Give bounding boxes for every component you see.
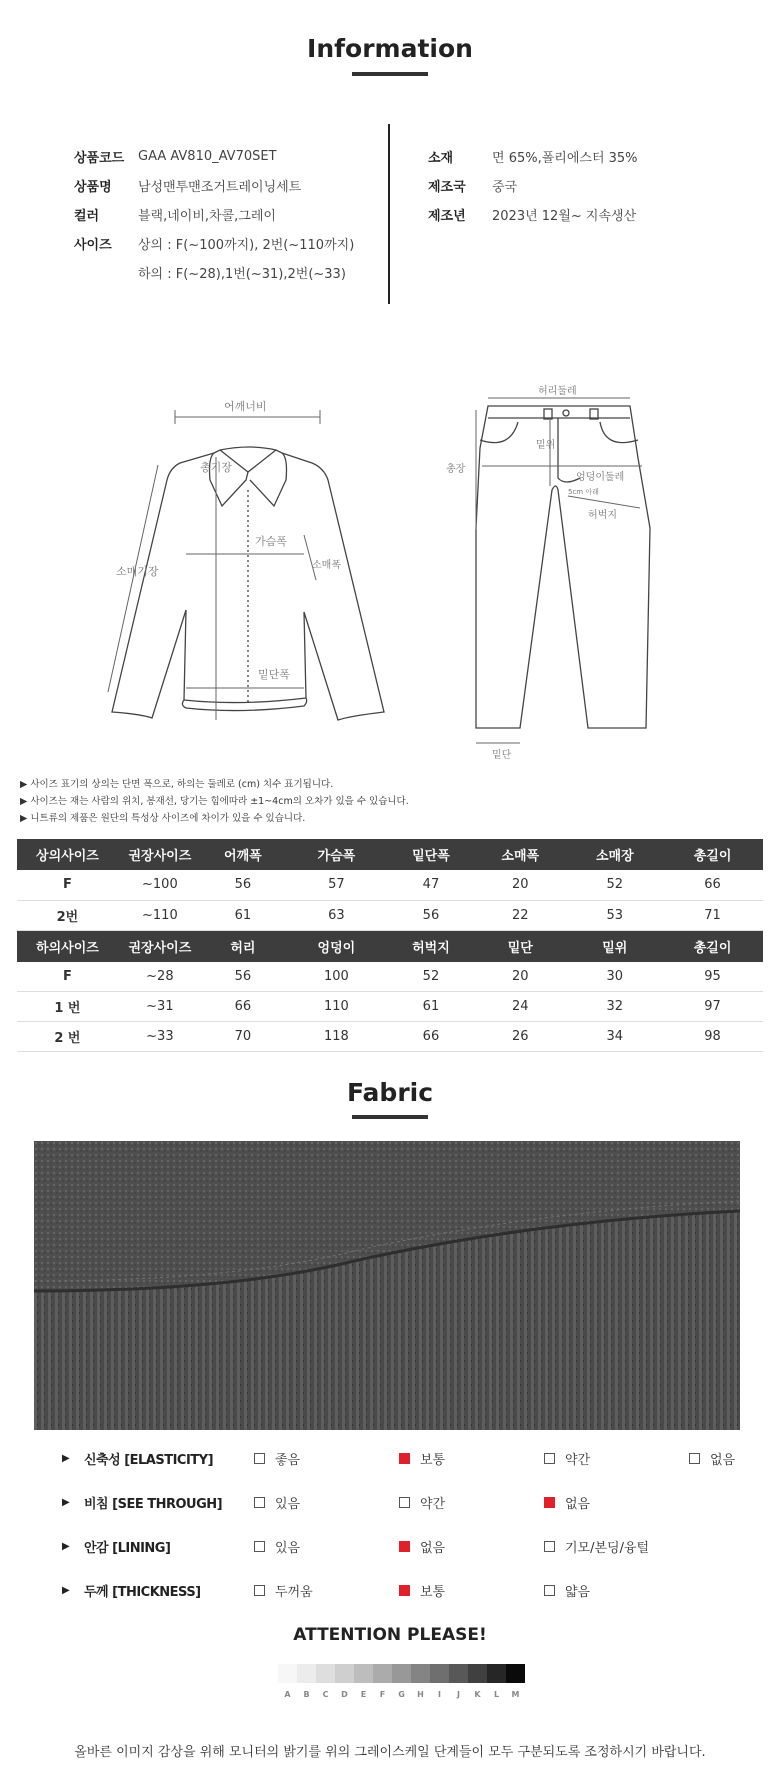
table-cell: 66 — [202, 992, 284, 1022]
note-1: ▶ 사이즈 표기의 상의는 단면 폭으로, 하의는 둘레로 (cm) 치수 표기됩니다. — [20, 779, 334, 790]
table-header-row — [17, 839, 763, 870]
table-cell: 56 — [202, 962, 284, 992]
table-cell: 34 — [568, 1022, 663, 1052]
fabric-option — [399, 1537, 544, 1556]
table-header-cell: 권장사이즈 — [118, 839, 202, 870]
info-value: 상의 : F(~100까지), 2번(~110까지) — [138, 238, 355, 253]
table-row — [17, 992, 763, 1022]
info-row — [428, 200, 638, 229]
fabric-option — [254, 1493, 399, 1512]
fabric-property-row — [62, 1568, 780, 1612]
size-notes — [20, 776, 409, 827]
grayscale-letter: E — [360, 1690, 367, 1699]
info-left — [74, 142, 354, 287]
table-cell: 61 — [389, 992, 473, 1022]
table-cell: 22 — [473, 900, 568, 930]
arrow-right-icon: ▶ — [62, 1496, 70, 1508]
table-cell: 63 — [284, 900, 389, 930]
info-value: GAA AV810_AV70SET — [138, 149, 277, 164]
table-cell: 2번 — [17, 900, 118, 930]
grayscale-swatch — [468, 1664, 487, 1683]
info-label: 상품코드 — [74, 151, 125, 166]
fabric-property-row — [62, 1524, 780, 1568]
info-label: 상품명 — [74, 180, 112, 195]
grayscale-letter: F — [379, 1690, 386, 1699]
table-cell: 47 — [389, 870, 473, 900]
fabric-option-label: 없음 — [710, 1452, 736, 1468]
size-tables — [17, 839, 763, 1052]
unchecked-box-icon — [254, 1497, 265, 1508]
fabric-option-label: 약간 — [565, 1452, 591, 1468]
info-row — [74, 142, 354, 171]
table-cell: 53 — [568, 900, 663, 930]
table-cell: 71 — [662, 900, 763, 930]
table-row — [17, 1022, 763, 1052]
fabric-property-row — [62, 1436, 780, 1480]
table-cell: 66 — [662, 870, 763, 900]
attention-message: 올바른 이미지 감상을 위해 모니터의 밝기를 위의 그레이스케일 단계들이 모두 구분되도록 조정하시기 바랍니다. — [74, 1745, 706, 1760]
table-cell: 52 — [389, 962, 473, 992]
unchecked-box-icon — [689, 1453, 700, 1464]
label-hip: 엉덩이둘레 — [576, 472, 625, 483]
table-cell: ~110 — [118, 900, 202, 930]
arrow-right-icon: ▶ — [62, 1584, 70, 1596]
grayscale-letter: K — [474, 1690, 481, 1699]
fabric-option — [254, 1581, 399, 1600]
top-diagram — [100, 380, 400, 725]
table-cell: 1 번 — [17, 992, 118, 1022]
grayscale-swatch — [449, 1664, 468, 1683]
grayscale-swatch — [354, 1664, 373, 1683]
table-cell: 32 — [568, 992, 663, 1022]
fabric-option-label: 보통 — [420, 1584, 446, 1600]
unchecked-box-icon — [544, 1541, 555, 1552]
table-cell: ~28 — [118, 962, 202, 992]
fabric-property-name: 두께 [THICKNESS] — [84, 1584, 201, 1600]
table-header-cell: 소매폭 — [473, 839, 568, 870]
info-label: 사이즈 — [74, 238, 112, 253]
attention-title: ATTENTION PLEASE! — [293, 1625, 487, 1645]
info-right — [428, 142, 638, 229]
grayscale-letters — [278, 1690, 525, 1699]
info-label: 컬러 — [74, 209, 100, 224]
info-row — [74, 229, 354, 258]
info-value: 남성맨투맨조거트레이닝세트 — [138, 180, 302, 195]
label-rise: 밑위 — [536, 440, 556, 451]
fabric-option-label: 없음 — [565, 1496, 591, 1512]
table-header-cell: 소매장 — [568, 839, 663, 870]
info-divider — [388, 124, 390, 304]
label-thigh: 허벅지 — [588, 510, 617, 521]
table-cell: 56 — [202, 870, 284, 900]
label-length: 총기장 — [200, 461, 232, 474]
fabric-property-row — [62, 1480, 780, 1524]
arrow-right-icon: ▶ — [62, 1540, 70, 1552]
label-sleeve-width: 소매폭 — [312, 560, 341, 571]
info-label: 소재 — [428, 151, 454, 166]
fabric-texture — [34, 1141, 740, 1430]
table-cell: 100 — [284, 962, 389, 992]
checked-box-icon — [399, 1541, 410, 1552]
info-row — [428, 171, 638, 200]
info-value: 2023년 12월~ 지속생산 — [492, 209, 637, 224]
fabric-option — [544, 1537, 689, 1556]
fabric-option-label: 있음 — [275, 1496, 301, 1512]
info-value: 중국 — [492, 180, 518, 195]
unchecked-box-icon — [544, 1453, 555, 1464]
grayscale-letter: H — [417, 1690, 424, 1699]
fabric-property-name: 신축성 [ELASTICITY] — [84, 1452, 214, 1468]
arrow-right-icon: ▶ — [62, 1452, 70, 1464]
table-cell: 26 — [473, 1022, 568, 1052]
grayscale-swatch — [487, 1664, 506, 1683]
info-row — [74, 200, 354, 229]
table-row — [17, 962, 763, 992]
grayscale-swatch — [316, 1664, 335, 1683]
info-row — [74, 171, 354, 200]
table-cell: 56 — [389, 900, 473, 930]
fabric-option-label: 있음 — [275, 1540, 301, 1556]
table-cell: 61 — [202, 900, 284, 930]
fabric-option — [399, 1493, 544, 1512]
label-bottom-hem: 밑단 — [492, 750, 512, 760]
grayscale-swatch — [430, 1664, 449, 1683]
grayscale-letter: A — [284, 1690, 291, 1699]
grayscale-letter: L — [493, 1690, 500, 1699]
table-header-cell: 밑단폭 — [389, 839, 473, 870]
information-title: Information — [307, 34, 473, 63]
table-cell: 52 — [568, 870, 663, 900]
grayscale-swatch — [506, 1664, 525, 1683]
note-3: ▶ 니트류의 제품은 원단의 특성상 사이즈에 차이가 있을 수 있습니다. — [20, 813, 306, 824]
table-cell: F — [17, 870, 118, 900]
fabric-option — [399, 1581, 544, 1600]
grayscale-letter: D — [341, 1690, 348, 1699]
table-header-cell: 총길이 — [662, 931, 763, 962]
unchecked-box-icon — [254, 1585, 265, 1596]
grayscale-letter: G — [398, 1690, 405, 1699]
fabric-property-name: 비침 [SEE THROUGH] — [84, 1496, 223, 1512]
table-cell: 97 — [662, 992, 763, 1022]
grayscale-letter: I — [438, 1690, 441, 1699]
table-cell: 30 — [568, 962, 663, 992]
grayscale-swatch — [392, 1664, 411, 1683]
fabric-option — [254, 1449, 399, 1468]
checked-box-icon — [544, 1497, 555, 1508]
fabric-option-label: 기모/본딩/융털 — [565, 1540, 650, 1556]
table-header-cell: 밑위 — [568, 931, 663, 962]
info-row — [428, 142, 638, 171]
fabric-option — [544, 1449, 689, 1468]
table-cell: 20 — [473, 962, 568, 992]
info-label: 제조년 — [428, 209, 466, 224]
fabric-property-name: 안감 [LINING] — [84, 1540, 171, 1556]
fabric-photo — [34, 1141, 740, 1430]
info-value: 면 65%,폴리에스터 35% — [492, 151, 638, 166]
fabric-option-label: 보통 — [420, 1452, 446, 1468]
table-header-cell: 허리 — [202, 931, 284, 962]
label-sleeve-length: 소매기장 — [116, 565, 159, 578]
table-cell: 110 — [284, 992, 389, 1022]
grayscale-swatch — [373, 1664, 392, 1683]
table-cell: 2 번 — [17, 1022, 118, 1052]
fabric-option-label: 좋음 — [275, 1452, 301, 1468]
fabric-option-label: 없음 — [420, 1540, 446, 1556]
label-total: 총장 — [446, 464, 466, 475]
unchecked-box-icon — [399, 1497, 410, 1508]
table-header-cell: 총길이 — [662, 839, 763, 870]
fabric-option — [544, 1581, 689, 1600]
table-row — [17, 870, 763, 900]
fabric-option-label: 두꺼움 — [275, 1584, 313, 1600]
table-header-cell: 하의사이즈 — [17, 931, 118, 962]
info-row — [74, 258, 354, 287]
label-hem: 밑단폭 — [258, 668, 290, 681]
checked-box-icon — [399, 1453, 410, 1464]
grayscale-swatch — [278, 1664, 297, 1683]
table-header-cell: 상의사이즈 — [17, 839, 118, 870]
info-label: 제조국 — [428, 180, 466, 195]
grayscale-swatch — [411, 1664, 430, 1683]
fabric-option-label: 약간 — [420, 1496, 446, 1512]
table-cell: ~31 — [118, 992, 202, 1022]
fabric-option — [399, 1449, 544, 1468]
fabric-title: Fabric — [346, 1078, 434, 1107]
note-2: ▶ 사이즈는 재는 사람의 위치, 봉재선, 당기는 힘에따라 ±1~4cm의 오차가 있을 수 있습니다. — [20, 796, 409, 807]
table-cell: 57 — [284, 870, 389, 900]
table-cell: 70 — [202, 1022, 284, 1052]
table-header-cell: 권장사이즈 — [118, 931, 202, 962]
grayscale-letter: J — [457, 1690, 460, 1699]
grayscale-bar — [278, 1664, 525, 1683]
grayscale-letter: B — [303, 1690, 310, 1699]
fabric-properties — [62, 1436, 780, 1612]
label-shoulder: 어깨너비 — [224, 400, 267, 413]
bottom-diagram — [440, 378, 670, 760]
table-cell: 95 — [662, 962, 763, 992]
table-row — [17, 900, 763, 930]
table-header-cell: 어깨폭 — [202, 839, 284, 870]
fabric-option — [689, 1449, 780, 1468]
table-cell: F — [17, 962, 118, 992]
table-cell: 24 — [473, 992, 568, 1022]
info-value: 하의 : F(~28),1번(~31),2번(~33) — [138, 267, 346, 282]
label-waist: 허리둘레 — [538, 386, 577, 397]
grayscale-letter: C — [322, 1690, 329, 1699]
table-cell: 20 — [473, 870, 568, 900]
fabric-option — [544, 1493, 689, 1512]
table-cell: 66 — [389, 1022, 473, 1052]
fabric-option — [254, 1537, 399, 1556]
table-cell: 98 — [662, 1022, 763, 1052]
top-size-table — [17, 839, 763, 931]
table-header-cell: 밑단 — [473, 931, 568, 962]
grayscale-swatch — [297, 1664, 316, 1683]
unchecked-box-icon — [544, 1585, 555, 1596]
bottom-size-table — [17, 931, 763, 1053]
fabric-option-label: 얇음 — [565, 1584, 591, 1600]
unchecked-box-icon — [254, 1541, 265, 1552]
checked-box-icon — [399, 1585, 410, 1596]
grayscale-swatch — [335, 1664, 354, 1683]
info-value: 블랙,네이비,차콜,그레이 — [138, 209, 276, 224]
table-cell: ~33 — [118, 1022, 202, 1052]
table-header-cell: 허벅지 — [389, 931, 473, 962]
table-cell: 118 — [284, 1022, 389, 1052]
label-chest: 가슴폭 — [255, 535, 287, 548]
table-header-row — [17, 931, 763, 962]
fabric-underline — [352, 1115, 428, 1119]
grayscale-letter: M — [511, 1690, 520, 1699]
title-underline — [352, 72, 428, 76]
table-header-cell: 엉덩이 — [284, 931, 389, 962]
unchecked-box-icon — [254, 1453, 265, 1464]
label-thigh-note: 5cm 아래 — [568, 488, 599, 496]
table-cell: ~100 — [118, 870, 202, 900]
table-header-cell: 가슴폭 — [284, 839, 389, 870]
